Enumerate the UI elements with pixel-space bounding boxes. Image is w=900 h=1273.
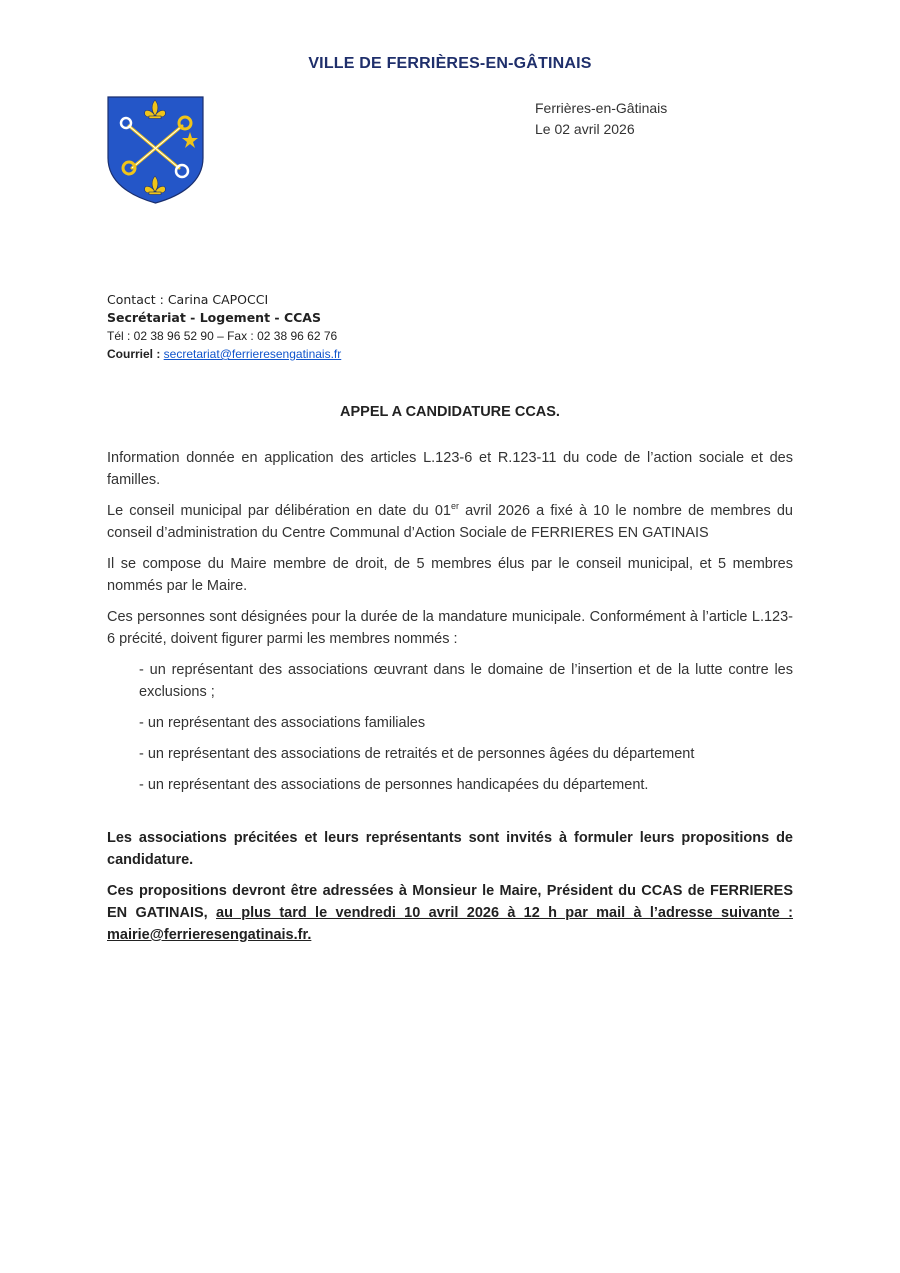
paragraph-submission: [107, 880, 793, 946]
deliberation-text-a: Le conseil municipal par délibération en date du 01: [107, 503, 451, 519]
contact-phone-fax: Tél : 02 38 96 52 90 – Fax : 02 38 96 62 76: [107, 329, 338, 343]
contact-line: [107, 291, 527, 309]
contact-label: Contact: [107, 292, 156, 307]
list-item: - un représentant des associations de personnes handicapées du département.: [139, 777, 649, 793]
list-item: - un représentant des associations familiales: [139, 715, 426, 731]
deliberation-text-b: avril 2026 a fixé à 10 le nombre de membres du conseil d’administration du Centre Communal d’Action Sociale de FERRIERES EN GATINAIS: [107, 503, 793, 541]
date: Le 02 avril 2026: [535, 121, 635, 137]
paragraph-mandate: Ces personnes sont désignées pour la durée de la mandature municipale. Conformément à l’article L.123-6 précité, doivent figurer parmi les membres nommés :: [107, 609, 793, 647]
paragraph-composition: Il se compose du Maire membre de droit, de 5 membres élus par le conseil municipal, et 5 membres nommés par le Maire.: [107, 556, 793, 594]
contact-name: Carina CAPOCCI: [167, 292, 269, 307]
contact-email-line: [107, 345, 527, 363]
ordinal-suffix: er: [450, 501, 459, 512]
paragraph-invitation: Les associations précitées et leurs représentants sont invités à formuler leurs propositions de candidature.: [107, 830, 793, 868]
city-header: VILLE DE FERRIÈRES-EN-GÂTINAIS: [308, 55, 592, 72]
email-label: Courriel :: [107, 347, 164, 361]
place: Ferrières-en-Gâtinais: [535, 100, 668, 116]
document-title: APPEL A CANDIDATURE CCAS.: [340, 404, 560, 420]
email-link[interactable]: secretariat@ferrieresengatinais.fr: [163, 347, 342, 361]
paragraph-deliberation: [107, 500, 793, 544]
paragraph-legal-basis: Information donnée en application des articles L.123-6 et R.123-11 du code de l’action sociale et des familles.: [107, 450, 793, 488]
spacer: [107, 805, 793, 827]
submission-deadline: au plus tard le vendredi 10 avril 2026 à 12 h par mail à l’adresse suivante : mairie@ferrieresengatinais.fr.: [107, 905, 793, 943]
list-item: - un représentant des associations œuvrant dans le domaine de l’insertion et de la lutte contre les exclusions ;: [139, 662, 793, 700]
list-item: - un représentant des associations de retraités et de personnes âgées du département: [139, 746, 695, 762]
document-body: [107, 447, 793, 955]
coat-of-arms-icon: [107, 96, 204, 204]
contact-block: [107, 291, 527, 363]
submission-text: Ces propositions devront être adressées à Monsieur le Maire, Président du CCAS de FERRIERES EN GATINAIS,: [107, 883, 793, 921]
place-date-block: [535, 98, 667, 140]
contact-department: Secrétariat - Logement - CCAS: [107, 310, 321, 325]
contact-colon: :: [155, 292, 168, 307]
